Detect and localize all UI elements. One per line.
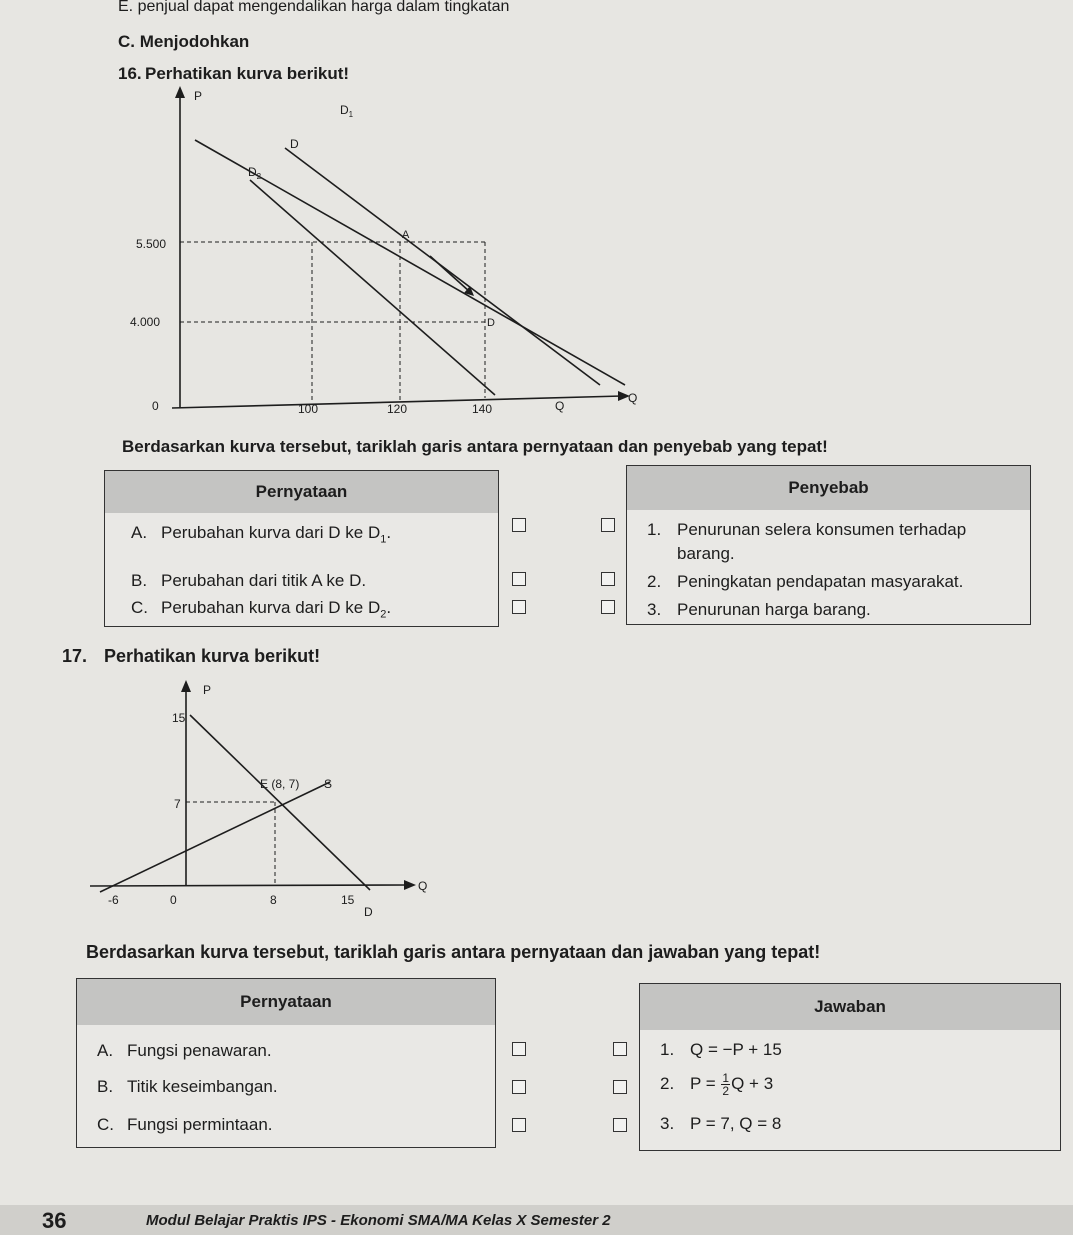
section-title: C. Menjodohkan	[118, 32, 250, 51]
q17-p-label: P	[203, 683, 212, 697]
q16-p-label: P	[194, 89, 203, 103]
q16-q-axis-label: Q	[628, 391, 638, 405]
q16-x-140: 140	[472, 402, 493, 416]
q17-prompt: Perhatikan kurva berikut!	[104, 646, 321, 666]
q17-x-8: 8	[270, 893, 277, 907]
q17-demand-label: D	[364, 905, 373, 919]
q17-fraction: $\frac{1}{2}$	[722, 1071, 730, 1098]
q17-statement-a: A. Fungsi penawaran.	[97, 1041, 272, 1060]
q17-market-graph	[90, 670, 440, 930]
page-number: 36	[42, 1208, 67, 1233]
q16-demand-graph	[100, 80, 660, 420]
q16-cause-3: 3. Penurunan harga barang.	[647, 600, 871, 619]
q17-instruction: Berdasarkan kurva tersebut, tariklah garis antara pernyataan dan jawaban yang tepat!	[86, 942, 821, 962]
q17-statement-c: C. Fungsi permintaan.	[97, 1115, 273, 1134]
q16-prompt: Perhatikan kurva berikut!	[145, 64, 350, 83]
q16-y-4000: 4.000	[130, 315, 161, 329]
q16-movement-arrow	[430, 256, 470, 292]
q17-answer-2: 2. P = $\frac{1}{2}$ Q + 3	[660, 1071, 774, 1098]
q17-x-15: 15	[341, 893, 355, 907]
q16-right-dot-3[interactable]	[601, 600, 615, 614]
q16-p-arrowhead	[175, 86, 185, 98]
q16-statement-box	[104, 470, 499, 627]
q17-q-axis	[90, 885, 408, 886]
previous-option-e: E. penjual dapat mengendalikan harga dalam tingkatan	[118, 0, 510, 15]
q16-statement-a: A. Perubahan kurva dari D ke $D_1$.	[131, 523, 392, 546]
q16-cause-header: Penyebab	[627, 466, 1030, 510]
q17-y-7: 7	[174, 797, 181, 811]
q17-equilibrium-label: E (8, 7)	[260, 777, 300, 791]
q16-x-120: 120	[387, 402, 408, 416]
q17-y-15: 15	[172, 711, 186, 725]
q16-y-5500: 5.500	[136, 237, 167, 251]
q17-answer-3: 3. P = 7, Q = 8	[660, 1114, 782, 1133]
q17-answer-1: 1. Q = −P + 15	[660, 1040, 782, 1059]
q16-label-d: D	[290, 137, 299, 151]
q16-cause-2: 2. Peningkatan pendapatan masyarakat.	[647, 572, 964, 591]
q16-statement-c: C. Perubahan kurva dari D ke $D_2$.	[131, 598, 392, 621]
q16-number: 16.	[118, 64, 142, 83]
q17-right-dot-1[interactable]	[613, 1042, 627, 1056]
q16-x-100: 100	[298, 402, 319, 416]
q17-left-dot-b[interactable]	[512, 1080, 526, 1094]
q16-cause-box	[626, 465, 1031, 625]
q16-point-a: A	[402, 229, 410, 241]
q17-answer-header: Jawaban	[640, 984, 1060, 1030]
q16-left-dot-c[interactable]	[512, 600, 526, 614]
q16-curve-d2	[250, 180, 495, 395]
q17-right-dot-3[interactable]	[613, 1118, 627, 1132]
q17-answer-box	[639, 983, 1061, 1151]
q16-label-d1: $D_1$	[340, 103, 354, 119]
q17-x-neg6: -6	[108, 893, 119, 907]
footer-title: Modul Belajar Praktis IPS - Ekonomi SMA/MA Kelas X Semester 2	[146, 1212, 611, 1229]
q17-right-dot-2[interactable]	[613, 1080, 627, 1094]
q17-left-dot-c[interactable]	[512, 1118, 526, 1132]
q16-point-d: D	[487, 317, 495, 329]
q16-right-dot-2[interactable]	[601, 572, 615, 586]
q17-number: 17.	[62, 646, 88, 666]
q16-origin: 0	[152, 399, 159, 413]
q17-statement-b: B. Titik keseimbangan.	[97, 1077, 278, 1096]
q16-instruction: Berdasarkan kurva tersebut, tariklah garis antara pernyataan dan penyebab yang tepat!	[122, 437, 828, 456]
q16-cause-1: 1. Penurunan selera konsumen terhadap barang.	[647, 520, 967, 563]
q16-x-q: Q	[555, 399, 565, 413]
q17-supply-label: S	[324, 777, 333, 791]
q17-q-label: Q	[418, 879, 428, 893]
q17-p-arrowhead	[181, 680, 191, 692]
q16-statement-b: B. Perubahan dari titik A ke D.	[131, 571, 367, 590]
q17-left-dot-a[interactable]	[512, 1042, 526, 1056]
q17-statement-box	[76, 978, 496, 1148]
q17-x-0: 0	[170, 893, 177, 907]
q17-statement-header: Pernyataan	[77, 979, 495, 1025]
q17-q-arrowhead	[404, 880, 416, 890]
q16-right-dot-1[interactable]	[601, 518, 615, 532]
q16-statement-header: Pernyataan	[105, 471, 498, 513]
q17-supply-curve	[100, 782, 330, 892]
q16-left-dot-a[interactable]	[512, 518, 526, 532]
q16-left-dot-b[interactable]	[512, 572, 526, 586]
q16-label-d2: $D_2$	[248, 165, 262, 181]
